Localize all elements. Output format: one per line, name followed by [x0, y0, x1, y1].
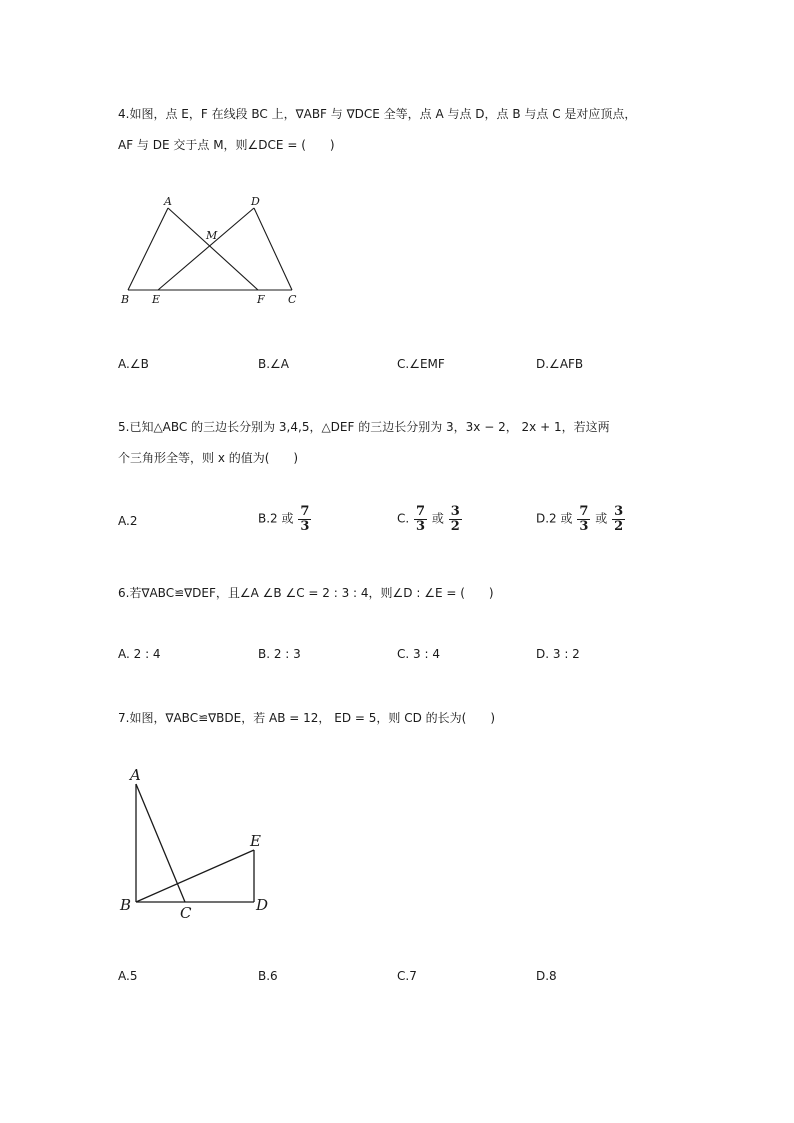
q7-segment-be — [136, 850, 254, 902]
fraction-denominator: 3 — [579, 518, 589, 534]
q4-label-f: F — [257, 293, 265, 306]
q4-label-b: B — [121, 293, 130, 306]
q5-option-a[interactable]: A.2 — [118, 514, 138, 528]
q5-option-c-prefix: C. — [397, 511, 410, 526]
q6-option-d[interactable]: D. 3 : 2 — [536, 647, 580, 661]
q5-option-b-prefix: B.2 或 — [258, 511, 294, 526]
fraction-denominator: 3 — [416, 518, 426, 534]
q4-stem-line1: 4.如图，点 E，F 在线段 BC 上，∇ABF 与 ∇DCE 全等，点 A 与点 D，点 B 与点 C 是对应顶点， — [118, 107, 637, 121]
fraction-three-halves — [612, 505, 625, 533]
q7-label-a: A — [130, 766, 141, 784]
q5-option-d-prefix: D.2 或 — [536, 511, 573, 526]
q4-label-a: A — [164, 195, 172, 208]
q7-label-c: C — [180, 904, 192, 922]
q7-label-e: E — [250, 832, 261, 850]
fraction-seven-thirds — [414, 505, 427, 533]
q4-option-c[interactable]: C.∠EMF — [397, 357, 445, 371]
fraction-three-halves — [449, 505, 462, 533]
q7-stem-line1: 7.如图，∇ABC≌∇BDE，若 AB = 12， ED = 5，则 CD 的长为( ) — [118, 711, 495, 725]
q7-option-a[interactable]: A.5 — [118, 969, 138, 983]
q4-label-d: D — [251, 195, 260, 208]
fraction-denominator: 2 — [614, 518, 624, 534]
q6-stem-line1: 6.若∇ABC≌∇DEF，且∠A ∠B ∠C = 2 : 3 : 4，则∠D : ∠E = ( ) — [118, 586, 494, 600]
fraction-denominator: 2 — [450, 518, 460, 534]
q4-segment-af — [168, 208, 258, 290]
q7-label-b: B — [120, 896, 132, 914]
fraction-denominator: 3 — [300, 518, 310, 534]
q5-stem-line2: 个三角形全等，则 x 的值为( ) — [118, 451, 299, 465]
q5-option-d[interactable] — [536, 505, 626, 533]
q4-option-d[interactable]: D.∠AFB — [536, 357, 584, 371]
q4-label-e: E — [152, 293, 161, 306]
q4-option-b[interactable]: B.∠A — [258, 357, 290, 371]
q6-option-a[interactable]: A. 2 : 4 — [118, 647, 161, 661]
fraction-numerator: 7 — [579, 504, 589, 519]
q7-figure — [112, 756, 282, 926]
or-word: 或 — [431, 511, 444, 526]
fraction-numerator: 3 — [614, 504, 624, 519]
q4-segment-de — [158, 208, 254, 290]
q4-stem-line2: AF 与 DE 交于点 M，则∠DCE = ( ) — [118, 138, 335, 152]
q6-option-c[interactable]: C. 3 : 4 — [397, 647, 440, 661]
q7-option-b[interactable]: B.6 — [258, 969, 278, 983]
q7-option-d[interactable]: D.8 — [536, 969, 557, 983]
q7-option-c[interactable]: C.7 — [397, 969, 417, 983]
q5-option-b[interactable] — [258, 505, 312, 533]
q4-label-m: M — [206, 229, 218, 242]
fraction-seven-thirds — [298, 505, 311, 533]
q5-stem-line1: 5.已知△ABC 的三边长分别为 3,4,5，△DEF 的三边长分别为 3，3x − 2， 2x + 1，若这两 — [118, 420, 610, 434]
fraction-numerator: 7 — [300, 504, 310, 519]
q5-option-c[interactable] — [397, 505, 463, 533]
q4-segment-dc — [254, 208, 292, 290]
q4-segment-ab — [128, 208, 168, 290]
fraction-numerator: 7 — [416, 504, 426, 519]
q6-option-b[interactable]: B. 2 : 3 — [258, 647, 301, 661]
q7-label-d: D — [256, 896, 269, 914]
fraction-seven-thirds — [577, 505, 590, 533]
q4-option-a[interactable]: A.∠B — [118, 357, 149, 371]
or-word: 或 — [595, 511, 608, 526]
fraction-numerator: 3 — [450, 504, 460, 519]
q4-label-c: C — [288, 293, 297, 306]
q4-figure — [112, 192, 312, 312]
